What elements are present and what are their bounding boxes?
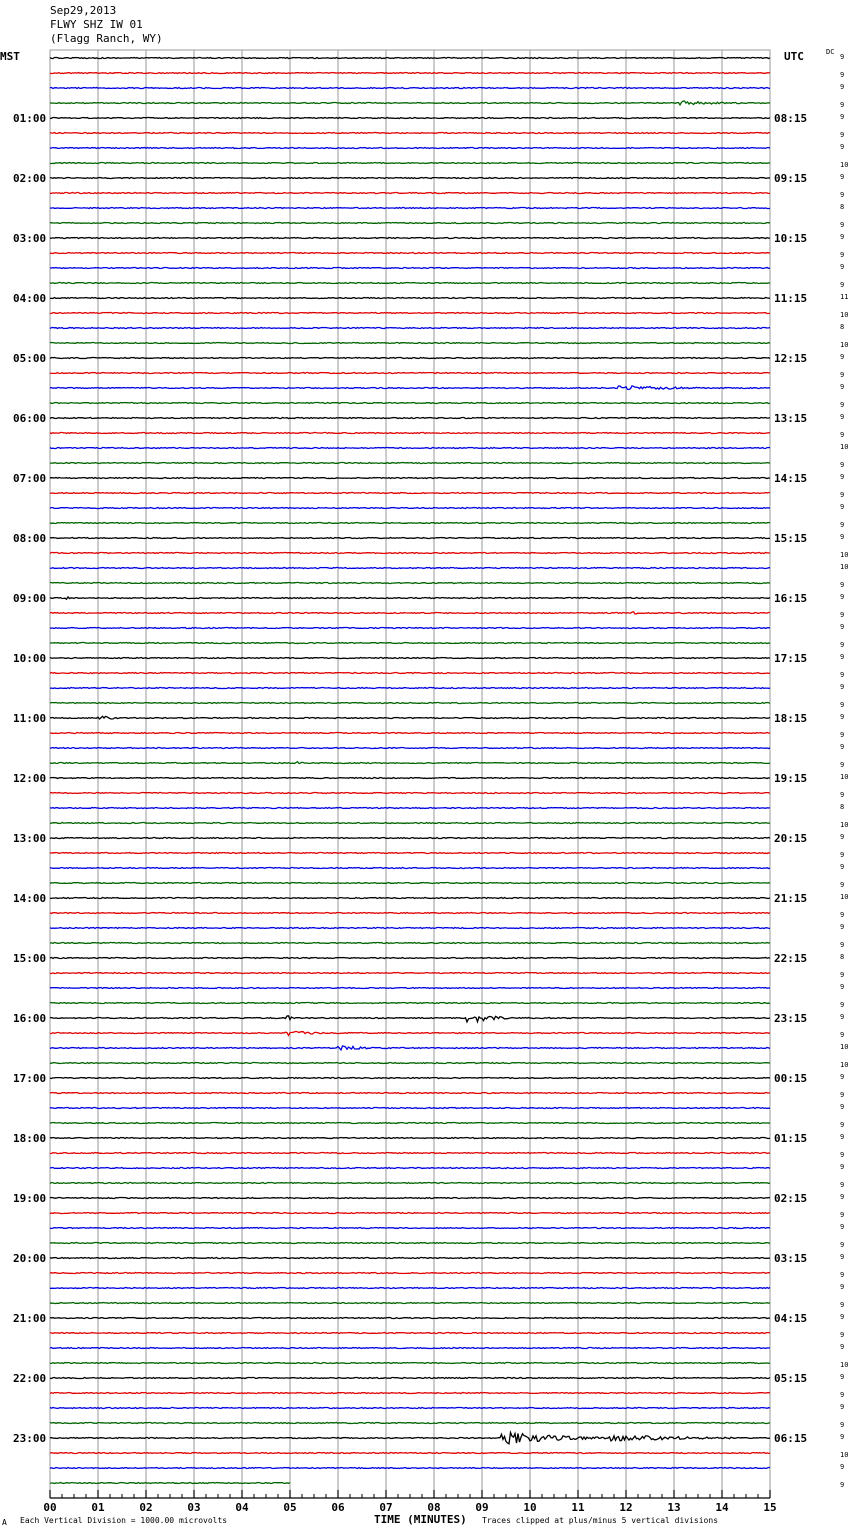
dc-offset-value: 9 xyxy=(840,923,845,931)
dc-offset-value: 9 xyxy=(840,611,845,619)
seismic-trace xyxy=(50,958,770,959)
dc-offset-value: 9 xyxy=(840,281,845,289)
right-hour-label: 16:15 xyxy=(774,592,808,605)
dc-offset-value: 9 xyxy=(840,671,845,679)
dc-offset-value: 9 xyxy=(840,1481,845,1489)
left-hour-label: 06:00 xyxy=(13,412,47,425)
dc-offset-value: 9 xyxy=(840,761,845,769)
x-tick-label: 14 xyxy=(715,1501,729,1514)
left-hour-label: 11:00 xyxy=(13,712,47,725)
seismic-trace xyxy=(50,838,770,839)
seismic-trace xyxy=(50,238,770,239)
left-timezone-label: MST xyxy=(0,50,20,63)
seismic-trace xyxy=(50,1363,770,1364)
dc-offset-value: 9 xyxy=(840,1133,845,1141)
seismic-trace xyxy=(50,793,770,794)
seismic-trace xyxy=(50,208,770,209)
left-hour-label: 01:00 xyxy=(13,112,47,125)
x-tick-label: 13 xyxy=(667,1501,681,1514)
right-hour-label: 09:15 xyxy=(774,172,808,185)
right-hour-label: 05:15 xyxy=(774,1372,808,1385)
seismic-trace xyxy=(50,1348,770,1349)
dc-offset-value: 9 xyxy=(840,83,845,91)
seismic-trace xyxy=(50,673,770,674)
plot-date: Sep29,2013 xyxy=(50,4,117,17)
dc-offset-value: 9 xyxy=(840,1271,845,1279)
seismic-trace xyxy=(50,568,770,569)
right-hour-label: 23:15 xyxy=(774,1012,808,1025)
dc-offset-value: 9 xyxy=(840,581,845,589)
dc-offset-value: 9 xyxy=(840,971,845,979)
seismic-trace xyxy=(50,343,770,344)
dc-offset-value: 9 xyxy=(840,911,845,919)
x-tick-label: 08 xyxy=(427,1501,441,1514)
seismic-trace xyxy=(50,703,770,704)
seismic-trace xyxy=(50,1228,770,1229)
dc-offset-value: 9 xyxy=(840,71,845,79)
dc-offset-value: 9 xyxy=(840,233,845,241)
seismic-trace xyxy=(50,463,770,464)
dc-offset-value: 8 xyxy=(840,953,845,961)
dc-offset-value: 9 xyxy=(840,1253,845,1261)
right-hour-label: 19:15 xyxy=(774,772,808,785)
dc-offset-value: 9 xyxy=(840,1091,845,1099)
dc-offset-value: 9 xyxy=(840,1391,845,1399)
dc-offset-value: 9 xyxy=(840,1181,845,1189)
left-hour-label: 16:00 xyxy=(13,1012,47,1025)
station-code: FLWY SHZ IW 01 xyxy=(50,18,143,31)
right-hour-label: 06:15 xyxy=(774,1432,808,1445)
left-hour-label: 20:00 xyxy=(13,1252,47,1265)
dc-offset-value: 8 xyxy=(840,203,845,211)
seismic-trace xyxy=(50,883,770,884)
seismic-trace xyxy=(50,868,770,869)
dc-offset-value: 10 xyxy=(840,1451,849,1459)
seismic-trace xyxy=(50,1333,770,1334)
x-tick-label: 09 xyxy=(475,1501,489,1514)
seismic-trace xyxy=(50,1468,770,1469)
dc-offset-value: 10 xyxy=(840,443,849,451)
seismic-trace xyxy=(50,628,770,629)
dc-offset-value: 9 xyxy=(840,653,845,661)
seismic-trace xyxy=(50,1016,770,1022)
dc-offset-value: 9 xyxy=(840,1013,845,1021)
seismic-trace xyxy=(50,1003,770,1004)
dc-offset-value: 9 xyxy=(840,1223,845,1231)
dc-offset-value: 9 xyxy=(840,593,845,601)
dc-offset-value: 9 xyxy=(840,191,845,199)
seismic-trace xyxy=(50,223,770,224)
seismic-trace xyxy=(50,148,770,149)
dc-offset-value: 9 xyxy=(840,983,845,991)
seismic-trace xyxy=(50,643,770,644)
dc-offset-value: 9 xyxy=(840,1193,845,1201)
seismic-trace xyxy=(50,448,770,449)
dc-offset-value: 10 xyxy=(840,1061,849,1069)
seismic-trace xyxy=(50,1258,770,1259)
x-tick-label: 02 xyxy=(139,1501,153,1514)
dc-offset-value: 9 xyxy=(840,1301,845,1309)
right-hour-label: 03:15 xyxy=(774,1252,808,1265)
dc-offset-value: 9 xyxy=(840,1283,845,1291)
dc-offset-value: 9 xyxy=(840,1421,845,1429)
dc-offset-value: 9 xyxy=(840,881,845,889)
dc-offset-value: 9 xyxy=(840,851,845,859)
dc-offset-value: 9 xyxy=(840,131,845,139)
dc-offset-value: 9 xyxy=(840,53,845,61)
seismic-trace xyxy=(50,913,770,914)
dc-offset-value: 9 xyxy=(840,833,845,841)
dc-offset-value: 9 xyxy=(840,143,845,151)
seismic-trace xyxy=(50,523,770,524)
seismic-trace xyxy=(50,328,770,329)
left-hour-label: 04:00 xyxy=(13,292,47,305)
right-hour-label: 22:15 xyxy=(774,952,808,965)
seismic-trace xyxy=(50,1273,770,1274)
seismic-trace xyxy=(50,73,770,74)
seismic-trace xyxy=(50,597,770,599)
dc-offset-value: 9 xyxy=(840,1403,845,1411)
dc-offset-value: 10 xyxy=(840,551,849,559)
clip-note: Traces clipped at plus/minus 5 vertical divisions xyxy=(482,1516,719,1525)
x-tick-label: 03 xyxy=(187,1501,201,1514)
seismic-trace xyxy=(50,1483,290,1484)
x-tick-label: 07 xyxy=(379,1501,393,1514)
right-hour-label: 04:15 xyxy=(774,1312,808,1325)
seismic-trace xyxy=(50,298,770,299)
seismic-trace xyxy=(50,748,770,749)
x-tick-label: 04 xyxy=(235,1501,249,1514)
left-hour-label: 22:00 xyxy=(13,1372,47,1385)
right-timezone-label: UTC xyxy=(784,50,804,63)
seismic-trace xyxy=(50,658,770,659)
seismic-trace xyxy=(50,178,770,179)
seismic-trace xyxy=(50,1078,770,1079)
dc-offset-value: 10 xyxy=(840,821,849,829)
seismic-trace xyxy=(50,1031,770,1035)
seismic-trace xyxy=(50,762,770,764)
seismic-trace xyxy=(50,973,770,974)
dc-offset-value: 9 xyxy=(840,743,845,751)
dc-offset-value: 10 xyxy=(840,311,849,319)
seismic-trace xyxy=(50,58,770,59)
seismic-trace xyxy=(50,253,770,254)
dc-offset-value: 9 xyxy=(840,683,845,691)
seismic-trace xyxy=(50,101,770,105)
dc-offset-value: 8 xyxy=(840,803,845,811)
seismic-trace xyxy=(50,1168,770,1169)
seismic-trace xyxy=(50,688,770,689)
seismic-trace xyxy=(50,778,770,779)
x-tick-label: 12 xyxy=(619,1501,633,1514)
dc-offset-value: 9 xyxy=(840,221,845,229)
seismic-trace xyxy=(50,1138,770,1139)
seismic-trace xyxy=(50,1243,770,1244)
left-hour-label: 08:00 xyxy=(13,532,47,545)
dc-offset-value: 8 xyxy=(840,323,845,331)
seismic-trace xyxy=(50,1123,770,1124)
dc-offset-value: 9 xyxy=(840,731,845,739)
dc-offset-value: 9 xyxy=(840,1313,845,1321)
scale-note: Each Vertical Division = 1000.00 microvolts xyxy=(20,1516,228,1525)
seismic-trace xyxy=(50,313,770,314)
left-hour-label: 19:00 xyxy=(13,1192,47,1205)
seismic-trace xyxy=(50,478,770,479)
dc-offset-value: 9 xyxy=(840,791,845,799)
dc-offset-value: 9 xyxy=(840,353,845,361)
dc-offset-value: 9 xyxy=(840,1433,845,1441)
dc-offset-value: 10 xyxy=(840,893,849,901)
seismic-trace xyxy=(50,1046,770,1050)
seismic-trace xyxy=(50,373,770,374)
right-hour-label: 14:15 xyxy=(774,472,808,485)
dc-offset-value: 9 xyxy=(840,1373,845,1381)
seismic-trace xyxy=(50,612,770,614)
seismic-trace xyxy=(50,583,770,584)
right-hour-label: 17:15 xyxy=(774,652,808,665)
seismic-trace xyxy=(50,163,770,164)
seismic-trace xyxy=(50,1198,770,1199)
seismic-trace xyxy=(50,943,770,944)
seismic-trace xyxy=(50,1423,770,1424)
dc-offset-value: 9 xyxy=(840,533,845,541)
left-hour-label: 18:00 xyxy=(13,1132,47,1145)
dc-offset-value: 10 xyxy=(840,341,849,349)
left-hour-label: 12:00 xyxy=(13,772,47,785)
dc-offset-value: 9 xyxy=(840,1463,845,1471)
seismic-trace xyxy=(50,118,770,119)
seismic-trace xyxy=(50,1318,770,1319)
dc-offset-value: 10 xyxy=(840,1361,849,1369)
seismic-trace xyxy=(50,268,770,269)
dc-offset-value: 9 xyxy=(840,371,845,379)
dc-offset-value: 9 xyxy=(840,431,845,439)
seismic-trace xyxy=(50,283,770,284)
left-hour-label: 13:00 xyxy=(13,832,47,845)
dc-offset-value: 9 xyxy=(840,263,845,271)
dc-offset-value: 9 xyxy=(840,1241,845,1249)
seismic-trace xyxy=(50,988,770,989)
left-hour-label: 21:00 xyxy=(13,1312,47,1325)
dc-offset-value: 9 xyxy=(840,1103,845,1111)
dc-offset-value: 9 xyxy=(840,413,845,421)
dc-offset-value: 9 xyxy=(840,1211,845,1219)
seismic-trace xyxy=(50,1213,770,1214)
dc-offset-value: 9 xyxy=(840,383,845,391)
dc-offset-value: 9 xyxy=(840,1031,845,1039)
dc-offset-value: 9 xyxy=(840,1001,845,1009)
seismic-trace xyxy=(50,1093,770,1094)
dc-offset-value: 10 xyxy=(840,161,849,169)
seismic-trace xyxy=(50,1288,770,1289)
footer-mark: A xyxy=(2,1518,7,1527)
station-location: (Flagg Ranch, WY) xyxy=(50,32,163,45)
left-hour-label: 07:00 xyxy=(13,472,47,485)
right-hour-label: 02:15 xyxy=(774,1192,808,1205)
seismic-trace xyxy=(50,493,770,494)
dc-offset-value: 9 xyxy=(840,1331,845,1339)
x-tick-label: 00 xyxy=(43,1501,57,1514)
seismic-trace xyxy=(50,1453,770,1454)
right-hour-label: 01:15 xyxy=(774,1132,808,1145)
dc-offset-value: 9 xyxy=(840,521,845,529)
dc-offset-value: 9 xyxy=(840,1163,845,1171)
seismic-trace xyxy=(50,508,770,509)
seismic-trace xyxy=(50,403,770,404)
dc-offset-value: 9 xyxy=(840,641,845,649)
seismic-trace xyxy=(50,808,770,809)
seismic-trace xyxy=(50,358,770,359)
dc-offset-value: 9 xyxy=(840,173,845,181)
left-hour-label: 23:00 xyxy=(13,1432,47,1445)
dc-offset-value: 9 xyxy=(840,623,845,631)
seismic-trace xyxy=(50,1063,770,1064)
dc-offset-value: 9 xyxy=(840,1121,845,1129)
right-hour-label: 18:15 xyxy=(774,712,808,725)
left-hour-label: 09:00 xyxy=(13,592,47,605)
left-hour-label: 03:00 xyxy=(13,232,47,245)
right-hour-label: 20:15 xyxy=(774,832,808,845)
seismic-trace xyxy=(50,823,770,824)
x-axis-title: TIME (MINUTES) xyxy=(374,1513,467,1526)
right-hour-label: 21:15 xyxy=(774,892,808,905)
dc-offset-value: 9 xyxy=(840,401,845,409)
right-hour-label: 11:15 xyxy=(774,292,808,305)
seismic-trace xyxy=(50,418,770,419)
seismic-trace xyxy=(50,433,770,434)
seismic-trace xyxy=(50,1433,770,1444)
left-hour-label: 05:00 xyxy=(13,352,47,365)
dc-offset-value: 9 xyxy=(840,503,845,511)
x-tick-label: 15 xyxy=(763,1501,777,1514)
x-tick-label: 10 xyxy=(523,1501,537,1514)
seismic-trace xyxy=(50,1303,770,1304)
seismic-trace xyxy=(50,898,770,899)
seismic-trace xyxy=(50,1378,770,1379)
seismic-trace xyxy=(50,1393,770,1394)
seismic-trace xyxy=(50,193,770,194)
seismic-trace xyxy=(50,853,770,854)
seismic-trace xyxy=(50,553,770,554)
seismic-trace xyxy=(50,1408,770,1409)
seismic-trace xyxy=(50,538,770,539)
x-tick-label: 01 xyxy=(91,1501,105,1514)
right-hour-label: 15:15 xyxy=(774,532,808,545)
dc-offset-value: 9 xyxy=(840,1151,845,1159)
x-tick-label: 06 xyxy=(331,1501,345,1514)
seismic-trace xyxy=(50,1183,770,1184)
seismic-trace xyxy=(50,716,770,719)
right-hour-label: 10:15 xyxy=(774,232,808,245)
right-hour-label: 00:15 xyxy=(774,1072,808,1085)
dc-offset-value: 9 xyxy=(840,941,845,949)
seismic-trace xyxy=(50,1153,770,1154)
dc-offset-value: 9 xyxy=(840,1343,845,1351)
left-hour-label: 17:00 xyxy=(13,1072,47,1085)
seismic-trace xyxy=(50,133,770,134)
dc-offset-value: 10 xyxy=(840,563,849,571)
left-hour-label: 14:00 xyxy=(13,892,47,905)
dc-offset-value: 9 xyxy=(840,491,845,499)
seismic-trace xyxy=(50,1108,770,1109)
right-hour-label: 08:15 xyxy=(774,112,808,125)
x-tick-label: 11 xyxy=(571,1501,585,1514)
dc-offset-value: 11 xyxy=(840,293,849,301)
dc-offset-value: 9 xyxy=(840,101,845,109)
dc-offset-value: 9 xyxy=(840,1073,845,1081)
dc-offset-value: 9 xyxy=(840,701,845,709)
dc-offset-value: 9 xyxy=(840,251,845,259)
right-hour-label: 13:15 xyxy=(774,412,808,425)
dc-offset-value: 9 xyxy=(840,713,845,721)
dc-offset-value: 9 xyxy=(840,461,845,469)
right-hour-label: 12:15 xyxy=(774,352,808,365)
dc-offset-value: 10 xyxy=(840,773,849,781)
seismic-trace xyxy=(50,88,770,89)
left-hour-label: 15:00 xyxy=(13,952,47,965)
x-tick-label: 05 xyxy=(283,1501,297,1514)
dc-offset-value: 10 xyxy=(840,1043,849,1051)
dc-offset-value: 9 xyxy=(840,113,845,121)
seismic-trace xyxy=(50,386,770,390)
seismic-trace xyxy=(50,733,770,734)
dc-offset-value: 9 xyxy=(840,863,845,871)
seismic-trace xyxy=(50,928,770,929)
left-hour-label: 10:00 xyxy=(13,652,47,665)
dc-offset-value: 9 xyxy=(840,473,845,481)
left-hour-label: 02:00 xyxy=(13,172,47,185)
dc-offset-header: DC xyxy=(826,48,835,56)
